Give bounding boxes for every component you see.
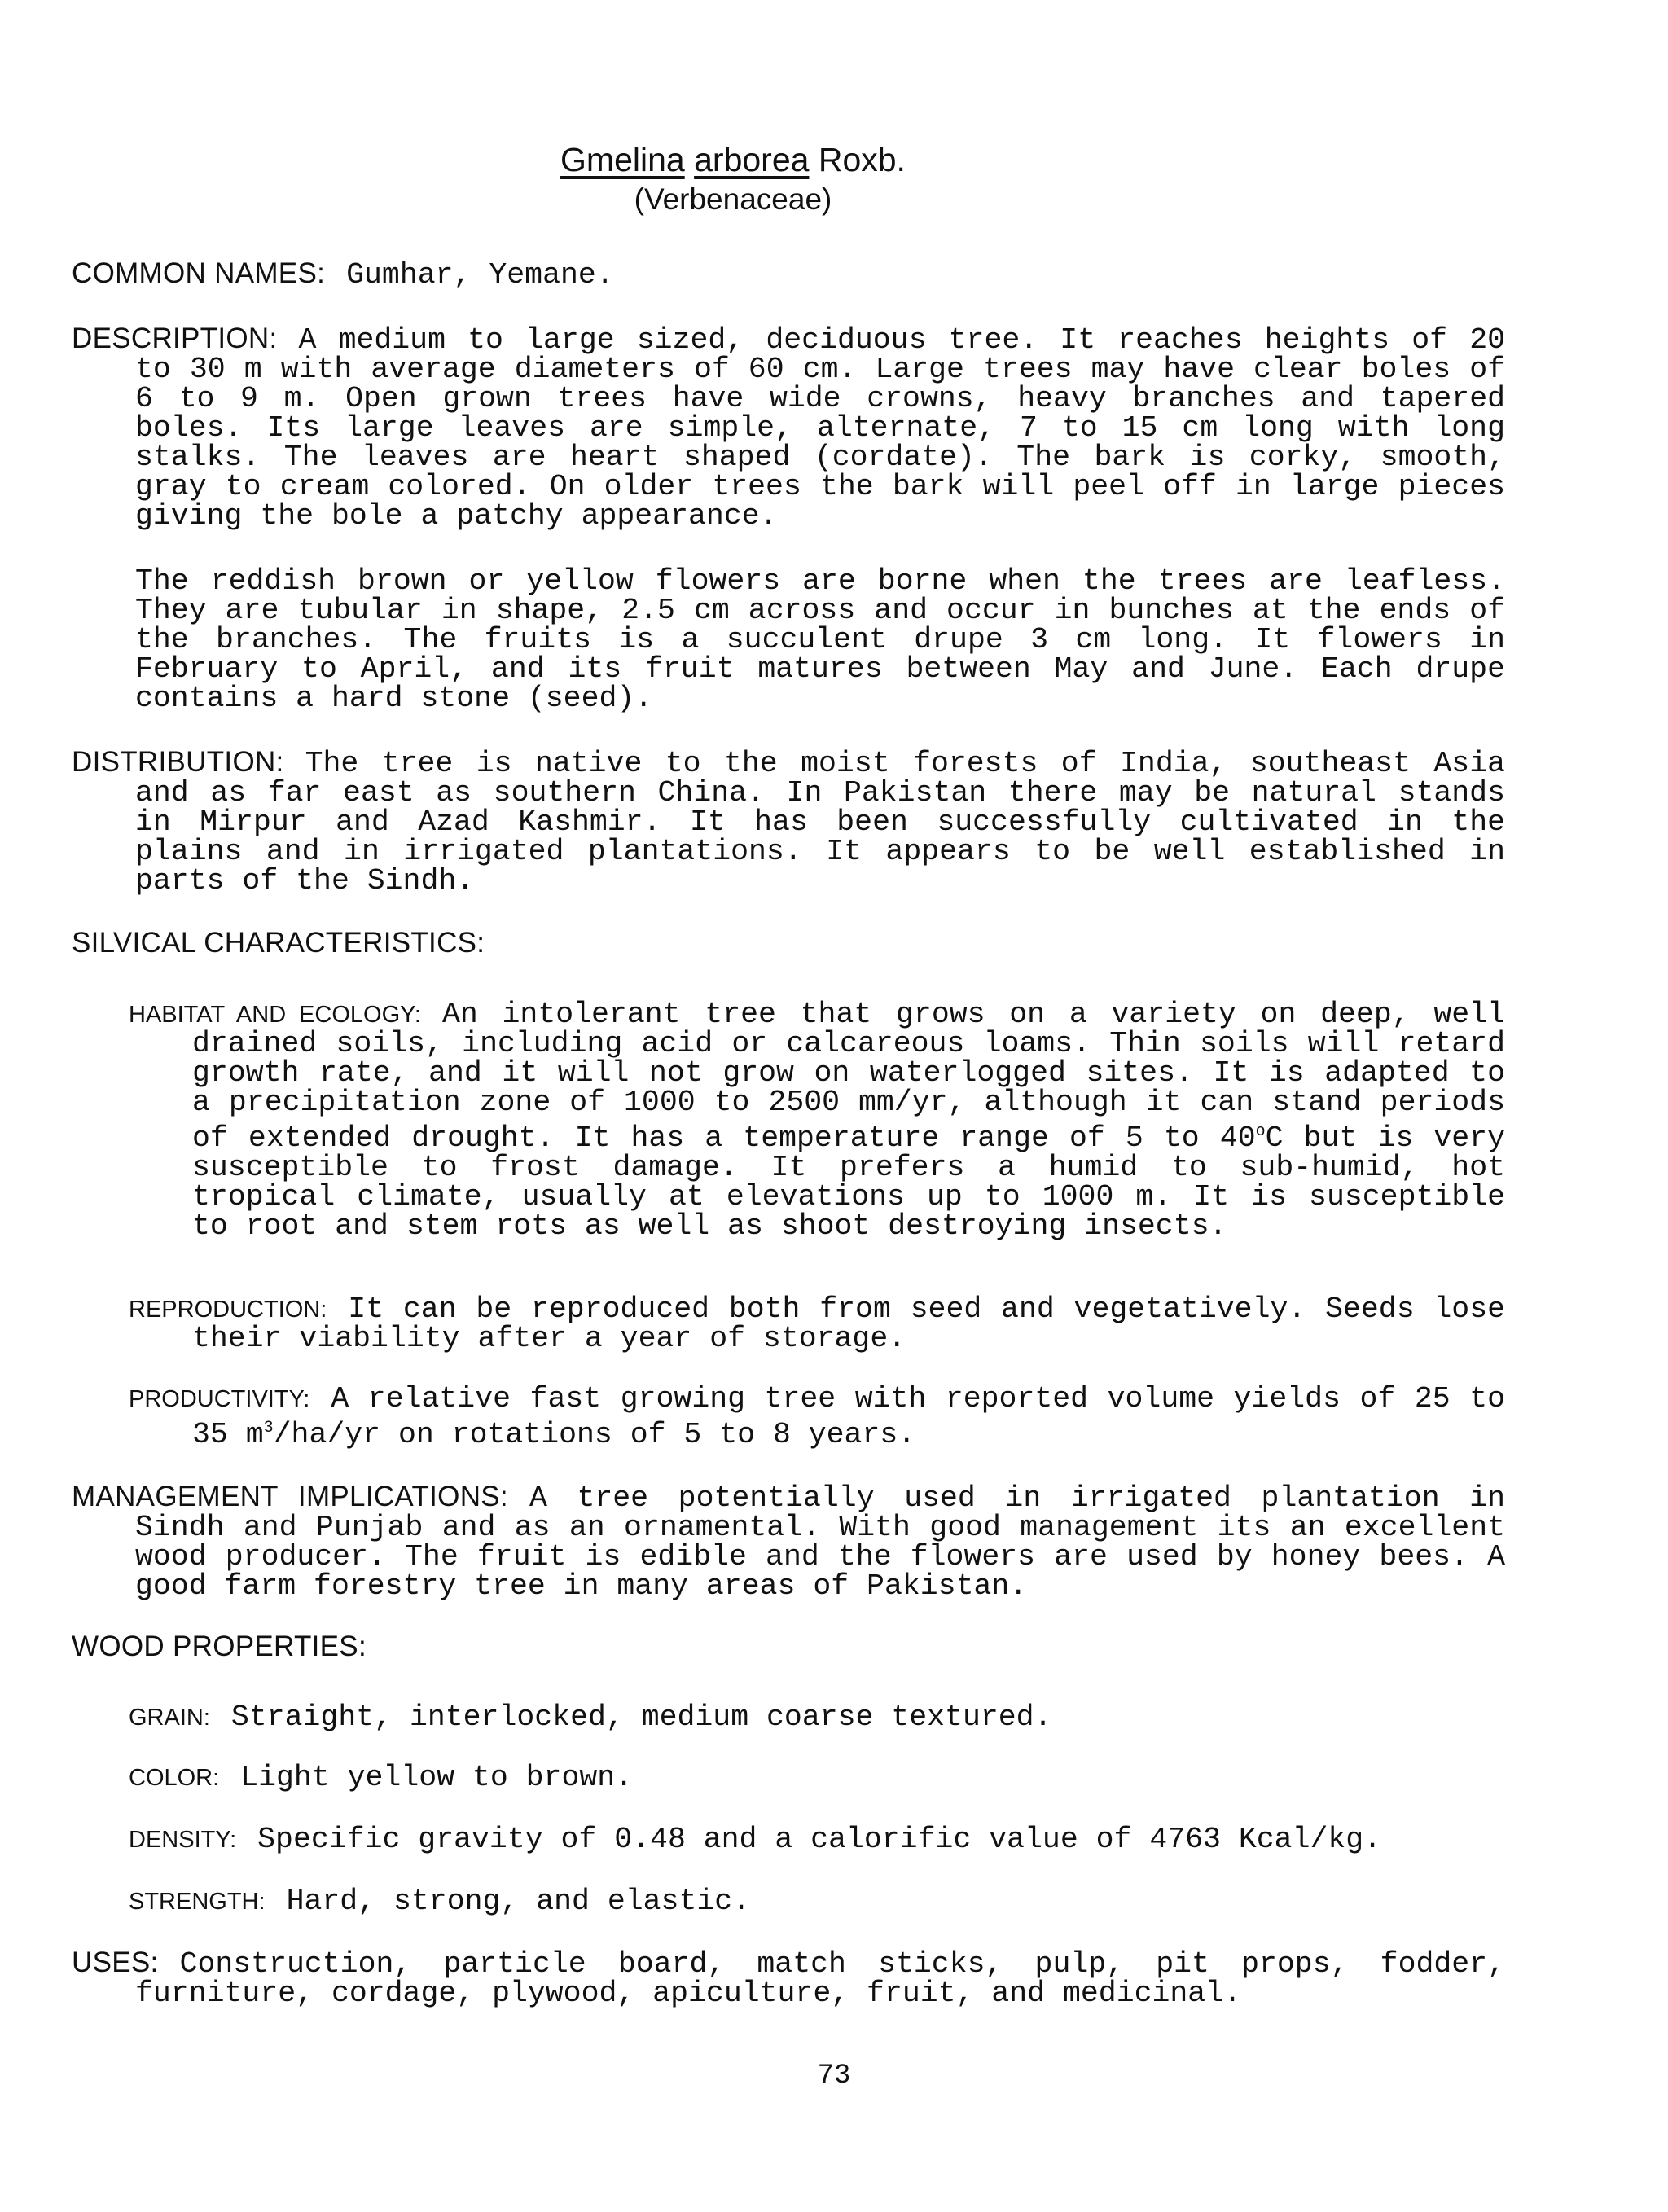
productivity-text-a: A relative fast growing tree with reported volume yields of 25 to 35 m — [192, 1382, 1505, 1452]
title-block — [489, 140, 977, 220]
author-abbreviation: Roxb. — [818, 141, 906, 178]
reproduction-text: It can be reproduced both from seed and vegetatively. Seeds lose their viability after a year of storage. — [192, 1293, 1505, 1355]
management-paragraph — [72, 1482, 1505, 1601]
uses-text: Construction, particle board, match sticks, pulp, pit props, fodder, furniture, cordage, plywood, apiculture, fruit, and medicinal. — [135, 1947, 1505, 2010]
cubic-superscript: 3 — [263, 1419, 274, 1437]
management-heading: MANAGEMENT IMPLICATIONS: — [72, 1481, 508, 1512]
distribution-text: The tree is native to the moist forests of India, southeast Asia and as far east as southern China. In Pakistan there may be natural stands in Mirpur and Azad Kashmir. It has been successfully cultivated in the plains and in irrigated plantations. It appears to be well established in parts of the Sindh. — [135, 747, 1505, 898]
species-title — [489, 140, 977, 179]
description-paragraph-1 — [72, 324, 1505, 531]
distribution-heading: DISTRIBUTION: — [72, 746, 284, 778]
family-name: (Verbenaceae) — [634, 182, 832, 216]
density-row — [129, 1823, 1505, 1856]
management-text: A tree potentially used in irrigated plantation in Sindh and Punjab and as an ornamental. With good management its an excellent wood producer. The fruit is edible and the flowers are used by honey bees. A good farm forestry tree in many areas of Pakistan. — [135, 1481, 1505, 1603]
strength-row — [129, 1885, 1505, 1918]
productivity-section — [129, 1382, 1505, 1452]
density-text: Specific gravity of 0.48 and a calorific value of 4763 Kcal/kg. — [257, 1823, 1382, 1856]
habitat-heading: HABITAT AND ECOLOGY: — [129, 1002, 421, 1028]
description-text-2: The reddish brown or yellow flowers are borne when the trees are leafless. They are tubular in shape, 2.5 cm across and occur in bunches at the ends of the branches. The fruits is a succulent drupe 3 cm long. It flowers in February to April, and its fruit matures between May and June. Each drupe contains a hard stone (seed). — [135, 564, 1505, 715]
reproduction-paragraph — [129, 1295, 1505, 1354]
description-text-1: A medium to large sized, deciduous tree. It reaches heights of 20 to 30 m with average diameters of 60 cm. Large trees may have clear boles of 6 to 9 m. Open grown trees have wide crowns, heavy branches and tapered boles. Its large leaves are simple, alternate, 7 to 15 cm long with long stalks. The leaves are heart shaped (cordate). The bark is corky, smooth, gray to cream colored. On older trees the bark will peel off in large pieces giving the bole a patchy appearance. — [135, 323, 1505, 533]
color-text: Light yellow to brown. — [240, 1761, 634, 1794]
wood-properties-heading: WOOD PROPERTIES: — [72, 1630, 367, 1662]
color-heading: COLOR: — [129, 1765, 220, 1791]
distribution-paragraph — [72, 748, 1505, 896]
description-paragraph-2 — [135, 564, 1505, 715]
productivity-heading: PRODUCTIVITY: — [129, 1386, 310, 1412]
habitat-paragraph — [129, 998, 1505, 1244]
uses-section — [72, 1948, 1505, 2008]
productivity-paragraph — [129, 1382, 1505, 1452]
common-names-section — [72, 257, 1505, 292]
reproduction-section — [129, 1295, 1505, 1354]
silvical-heading: SILVICAL CHARACTERISTICS: — [72, 927, 485, 959]
habitat-section — [129, 998, 1505, 1244]
page-number: 73 — [817, 2061, 851, 2091]
common-names-text: Gumhar, Yemane. — [346, 258, 614, 292]
density-heading: DENSITY: — [129, 1827, 237, 1853]
distribution-section — [72, 748, 1505, 896]
common-names-heading: COMMON NAMES: — [72, 257, 326, 289]
degree-superscript: o — [1255, 1122, 1266, 1141]
strength-text: Hard, strong, and elastic. — [286, 1885, 751, 1918]
reproduction-heading: REPRODUCTION: — [129, 1297, 327, 1323]
grain-heading: GRAIN: — [129, 1705, 210, 1731]
grain-text: Straight, interlocked, medium coarse textured. — [230, 1701, 1052, 1734]
strength-heading: STRENGTH: — [129, 1889, 266, 1915]
productivity-text-b: /ha/yr on rotations of 5 to 8 years. — [273, 1418, 916, 1452]
grain-row — [129, 1701, 1505, 1734]
habitat-text-b: C but is very susceptible to frost damage. It prefers a humid to sub-humid, hot tropical climate, usually at elevations up to 1000 m. It is susceptible to root and stem rots as well as shoot destroying insects. — [192, 1121, 1505, 1244]
uses-heading: USES: — [72, 1946, 159, 1978]
species-epithet: arborea — [694, 141, 810, 178]
description-heading: DESCRIPTION: — [72, 323, 278, 354]
management-section — [72, 1482, 1505, 1601]
color-row — [129, 1761, 1505, 1794]
genus-name: Gmelina — [560, 141, 685, 178]
habitat-text-a: An intolerant tree that grows on a variety on deep, well drained soils, including acid or calcareous loams. Thin soils will retard growth rate, and it will not grow on waterlogged sites. It is adapted to a precipitation zone of 1000 to 2500 mm/yr, although it can stand periods of extended drought. It has a temperature range of 5 to 40 — [192, 998, 1505, 1156]
uses-paragraph — [72, 1948, 1505, 2008]
description-section — [72, 324, 1505, 531]
